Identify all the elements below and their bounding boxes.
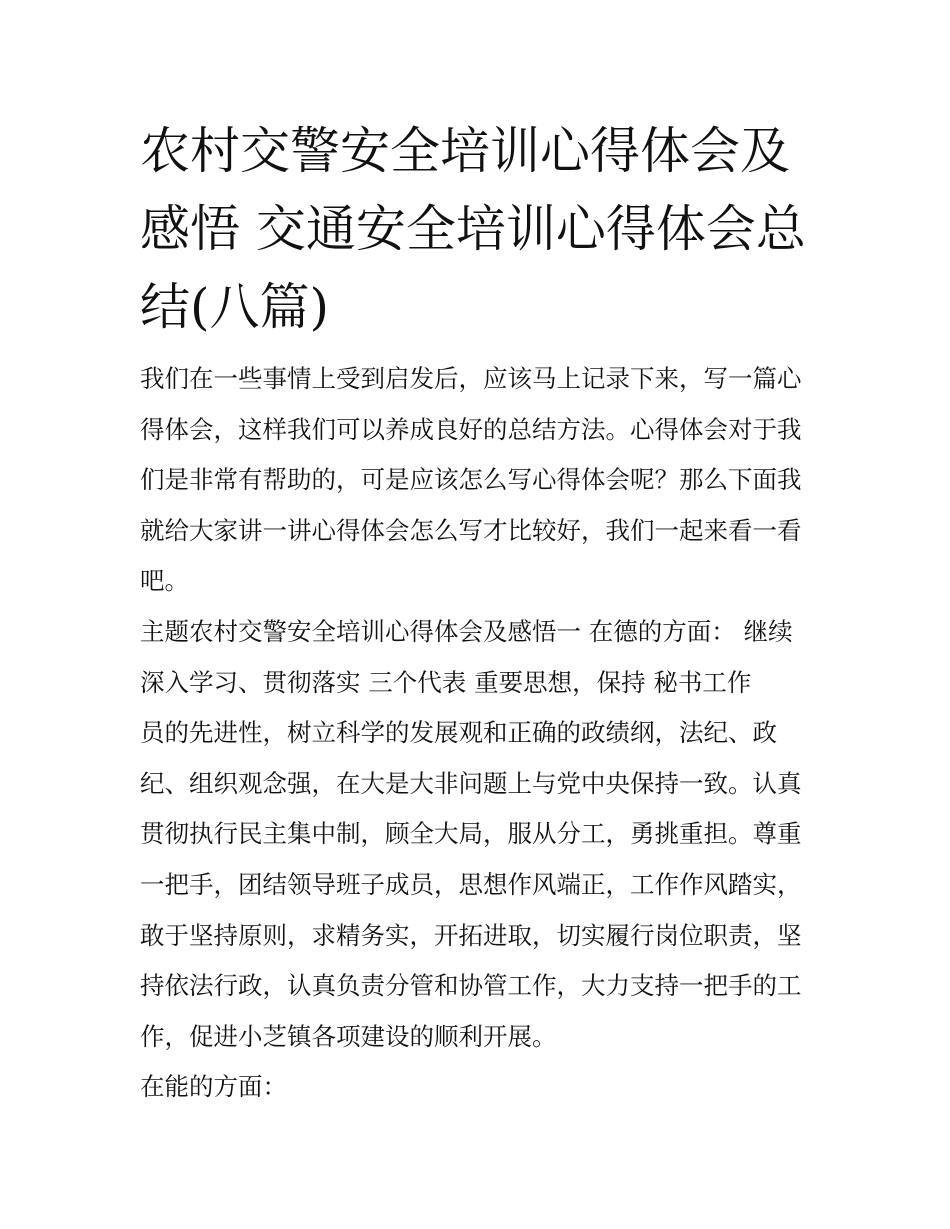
body-line: 一把手，团结领导班子成员，思想作风端正，工作作风踏实， [140, 869, 802, 899]
body-line: 员的先进性，树立科学的发展观和正确的政绩纲，法纪、政 [140, 718, 777, 748]
document-body [140, 354, 820, 1113]
body-line: 得体会，这样我们可以养成良好的总结方法。心得体会对于我 [140, 414, 802, 444]
body-line: 在能的方面： [140, 1072, 287, 1102]
body-line: 我们在一些事情上受到启发后，应该马上记录下来，写一篇心 [140, 364, 802, 393]
body-line: 敢于坚持原则，求精务实，开拓进取，切实履行岗位职责，坚 [140, 920, 802, 950]
document-title [140, 112, 820, 346]
body-line: 纪、组织观念强，在大是大非问题上与党中央保持一致。认真 [140, 768, 802, 798]
body-line: 们是非常有帮助的，可是应该怎么写心得体会呢？那么下面我 [140, 465, 802, 495]
body-line: 贯彻执行民主集中制，顾全大局，服从分工，勇挑重担。尊重 [140, 819, 802, 849]
body-line: 吧。 [140, 566, 189, 596]
body-line: 持依法行政，认真负责分管和协管工作，大力支持一把手的工 [140, 971, 802, 1001]
body-line: 深入学习、贯彻落实 三个代表 重要思想，保持 秘书工作 [140, 667, 752, 697]
body-line: 就给大家讲一讲心得体会怎么写才比较好，我们一起来看一看 [140, 515, 802, 545]
title-line: 结(八篇) [140, 278, 330, 336]
body-line: 主题农村交警安全培训心得体会及感悟一 在德的方面： 继续 [140, 616, 793, 646]
body-line: 作，促进小芝镇各项建设的顺利开展。 [140, 1021, 557, 1051]
title-line: 感悟 交通安全培训心得体会总 [140, 200, 806, 258]
title-line: 农村交警安全培训心得体会及 [140, 122, 790, 180]
